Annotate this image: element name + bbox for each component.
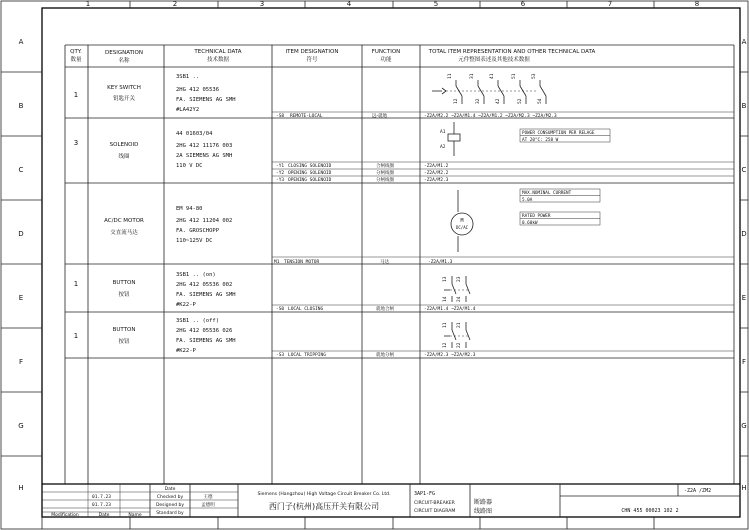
drawing-frame [42, 8, 740, 517]
company-name-cn: 西门子(杭州)高压开关有限公司 [268, 502, 380, 511]
item-name: REMOTE-LOCAL [290, 114, 323, 119]
row-label: E [741, 294, 747, 302]
designation: AC/DC MOTOR [104, 218, 144, 224]
key-switch-symbol [432, 80, 546, 104]
title-block [42, 484, 740, 518]
note-text: 5.0A [522, 198, 533, 203]
row-solenoid [74, 122, 610, 183]
item-function: 分闸线圈 [376, 178, 394, 183]
tech-line: 3SB1 .. (on) [176, 272, 216, 278]
header-qty-cn: 数量 [70, 57, 82, 63]
outer-frame [1, 1, 748, 529]
svg-text:12: 12 [454, 98, 459, 104]
tech-line: 3SB1 .. [176, 74, 200, 80]
item-ref: -Z2A/M1.4 ~Z2A/M1.4 [424, 307, 476, 312]
row-label: B [741, 102, 747, 110]
col-label: 2 [172, 0, 178, 8]
svg-text:A2: A2 [440, 145, 446, 150]
row-label: E [18, 294, 24, 302]
item-ref: -Z2A/M2.3 [424, 178, 449, 183]
designation-cn: 按钮 [118, 339, 130, 345]
row-label: F [741, 358, 747, 366]
header-qty: QTY. [70, 49, 82, 55]
solenoid-coil-symbol [440, 122, 460, 156]
item-name: LOCAL CLOSING [288, 307, 324, 312]
row-label: F [18, 358, 24, 366]
product-name-en: CIRCUIT-BREAKER [414, 501, 455, 506]
header-total-cn: 元件整图表述及其他技术数据 [458, 57, 530, 63]
tech-line: 2HG 412 05536 026 [176, 328, 233, 334]
item-function: 就地分闸 [376, 353, 394, 358]
row-labels [18, 38, 746, 492]
header-total: TOTAL ITEM REPRESENTATION AND OTHER TECHNICAL DATA [428, 49, 596, 55]
check-label: Standard by [156, 511, 184, 516]
item-name: LOCAL TRIPPING [288, 353, 326, 358]
svg-text:31: 31 [470, 73, 475, 79]
check-label: Checked by [156, 495, 184, 500]
col-label: 5 [433, 0, 439, 8]
svg-text:22: 22 [457, 342, 462, 348]
qty-value: 3 [73, 139, 79, 147]
tech-line: 3SB1 .. (off) [176, 318, 220, 324]
svg-text:51: 51 [512, 73, 517, 79]
header-designation-cn: 名称 [118, 58, 130, 64]
item-code: -Y2 [276, 171, 285, 176]
svg-text:DC/AC: DC/AC [455, 225, 469, 230]
item-name: TENSION MOTOR [284, 260, 320, 265]
svg-text:M: M [460, 218, 464, 224]
col-label: 6 [520, 0, 526, 8]
note-text: 0.60kW [522, 221, 538, 226]
svg-text:42: 42 [496, 98, 501, 104]
tech-line: #K22-P [176, 348, 196, 354]
tech-line: FA. SIEMENS AG SMH [176, 338, 236, 344]
header-item-designation: ITEM DESIGNATION [285, 49, 339, 55]
item-code: -S0 [276, 307, 285, 312]
svg-text:52: 52 [518, 98, 523, 104]
header-function: FUNCTION [371, 49, 401, 55]
item-code: -Y3 [276, 178, 285, 183]
item-ref: -Z2A/M1.2 [424, 164, 449, 169]
item-ref: -Z2A/M1.3 [428, 260, 453, 265]
item-code: -Y1 [276, 164, 285, 169]
item-code: M1 [274, 260, 280, 265]
tech-line: 2HG 412 11204 002 [176, 218, 233, 224]
designation: SOLENOID [109, 142, 139, 148]
svg-text:11: 11 [443, 322, 448, 328]
product-name-cn: 线路图 [474, 508, 493, 515]
svg-text:14: 14 [443, 296, 448, 302]
item-function: 马达 [380, 260, 389, 265]
row-label: A [741, 38, 747, 46]
tech-line: 2HG 412 05536 002 [176, 282, 233, 288]
designation: BUTTON [112, 327, 136, 333]
header-function-cn: 功能 [380, 57, 392, 63]
tech-line: EM 94-80 [176, 206, 203, 212]
header-item-designation-cn: 符号 [306, 57, 318, 63]
designation: KEY SWITCH [107, 85, 141, 91]
revision-date: 01.7.23 [92, 503, 111, 508]
item-name: CLOSING SOLENOID [288, 164, 332, 169]
svg-text:11: 11 [448, 73, 453, 79]
designation-cn: 钥匙开关 [112, 96, 136, 102]
qty-value: 1 [73, 332, 79, 340]
svg-text:12: 12 [443, 342, 448, 348]
item-ref: -Z2A/M2.2 ~Z2A/M1.4 ~Z2A/M1.2 ~Z2A/M2.3 ~Z2A/M2.3 [424, 114, 557, 119]
item-function: 远-就地 [372, 114, 388, 119]
tech-line: #K22-P [176, 302, 196, 308]
rev-header: Modification [51, 513, 79, 518]
col-label: 3 [259, 0, 265, 8]
tech-line: 2A SIEMENS AG SMH [176, 153, 233, 159]
item-name: OPENING SOLENOID [288, 178, 332, 183]
col-label: 8 [694, 0, 700, 8]
item-code: -S3 [276, 353, 285, 358]
tech-line: 110~125V DC [176, 238, 213, 244]
item-function: 分闸线圈 [376, 171, 394, 176]
row-label: B [18, 102, 24, 110]
item-ref: -Z2A/M2.2 [424, 171, 449, 176]
rev-header: Date [98, 513, 110, 518]
note-text: POWER CONSUMPTION PER RELAGE [522, 131, 595, 136]
row-motor [104, 189, 600, 265]
qty-value: 1 [73, 91, 79, 99]
svg-text:A1: A1 [440, 130, 446, 135]
push-button-on-symbol [442, 276, 470, 302]
revision-date: 01.7.23 [92, 495, 111, 500]
check-label: Date [164, 487, 176, 492]
row-button-on [74, 272, 476, 312]
tech-line: FA. GROSCHOPP [176, 228, 220, 234]
note-text: MAX.NOMINAL CURRENT [522, 191, 572, 196]
push-button-off-symbol [442, 322, 470, 348]
tech-line: 2HG 412 11176 003 [176, 143, 233, 149]
header-designation: DESIGNATION [105, 50, 143, 56]
row-label: D [741, 230, 747, 238]
note-text: RATED POWER [522, 214, 551, 219]
checker-name: 王德 [203, 495, 213, 500]
designation-cn: 按钮 [118, 292, 130, 298]
designer-name: 孟德明 [201, 503, 215, 508]
row-label: C [18, 166, 24, 174]
svg-text:53: 53 [532, 73, 537, 79]
column-ticks [130, 1, 654, 529]
tech-line: #LA42Y2 [176, 107, 200, 113]
row-label: G [18, 422, 24, 430]
designation-cn: 线圈 [118, 154, 130, 160]
motor-symbol [451, 190, 473, 252]
key-switch-contact-labels [447, 73, 543, 104]
col-label: 7 [607, 0, 613, 8]
table-grid [65, 45, 734, 484]
row-label: D [18, 230, 24, 238]
item-function: 合闸线圈 [376, 164, 394, 169]
svg-text:23: 23 [457, 276, 462, 282]
svg-text:21: 21 [457, 322, 462, 328]
document-number: CHN 455 00023 102 2 [621, 508, 679, 514]
tech-line: 44 01603/04 [176, 131, 213, 137]
note-text: AT 20°C: 258 W [522, 138, 559, 143]
product-name-cn: 断路器 [474, 499, 493, 506]
qty-value: 1 [73, 280, 79, 288]
document-ref: -Z2A /ZM2 [684, 488, 712, 494]
svg-text:54: 54 [538, 98, 543, 104]
svg-text:24: 24 [457, 296, 462, 302]
designation: BUTTON [112, 280, 136, 286]
row-label: A [18, 38, 24, 46]
check-label: Designed by [155, 503, 185, 508]
svg-text:32: 32 [476, 98, 481, 104]
tech-line: 110 V DC [176, 163, 203, 169]
company-name-en: Siemens (Hangzhou) High Voltage Circuit Breaker Co. Ltd. [257, 492, 391, 497]
col-label: 1 [85, 0, 91, 8]
product-name-en: CIRCUIT DIAGRAM [414, 509, 456, 514]
col-label: 4 [346, 0, 352, 8]
tech-line: FA. SIEMENS AG SMH [176, 292, 236, 298]
row-label: H [18, 484, 24, 492]
rev-header: Name [128, 513, 142, 518]
tech-line: 2HG 412 05536 [176, 87, 220, 93]
tech-line: FA. SIEMENS AG SMH [176, 97, 236, 103]
item-function: 就地合闸 [376, 307, 394, 312]
row-label: G [741, 422, 747, 430]
row-button-off [74, 318, 476, 358]
row-label: H [741, 484, 747, 492]
header-technical-data: TECHNICAL DATA [194, 49, 242, 55]
row-label: C [741, 166, 747, 174]
header-technical-data-cn: 技术数据 [206, 57, 230, 63]
item-name: OPENING SOLENOID [288, 171, 332, 176]
item-code: -S8 [276, 114, 285, 119]
svg-text:41: 41 [490, 73, 495, 79]
product-code: 3AP1-FG [414, 491, 436, 497]
item-ref: -Z2A/M2.3 ~Z2A/M2.3 [424, 353, 476, 358]
designation-cn: 交直流马达 [110, 230, 138, 236]
table-header [70, 49, 595, 64]
svg-text:13: 13 [443, 276, 448, 282]
